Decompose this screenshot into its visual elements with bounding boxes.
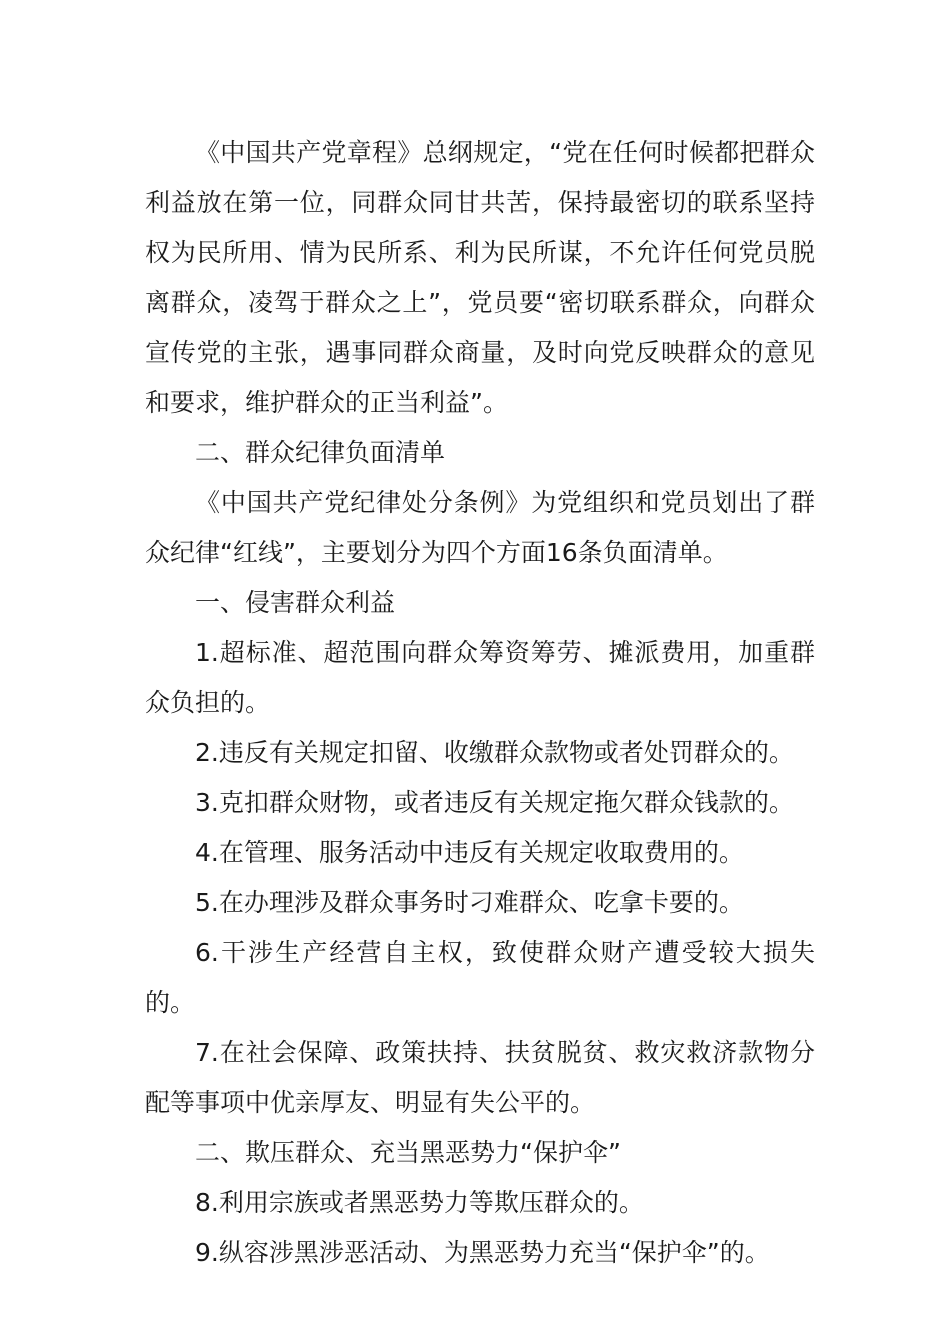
list-item-9: 9.纵容涉黑涉恶活动、为黑恶势力充当“保护伞”的。 xyxy=(195,1238,770,1267)
paragraph-party-constitution: 《中国共产党章程》总纲规定，“党在任何时候都把群众利益放在第一位，同群众同甘共苦，保持最密切的联系坚持权为民所用、情为民所系、利为民所谋，不允许任何党员脱离群众，凌驾于群众之上”，党员要“密切联系群众，向群众宣传党的主张，遇事同群众商量，及时向党反映群众的意见和要求，维护群众的正当利益”。 xyxy=(145,138,815,417)
list-item-5: 5.在办理涉及群众事务时刁难群众、吃拿卡要的。 xyxy=(195,888,744,917)
paragraph-disciplinary-regulations: 《中国共产党纪律处分条例》为党组织和党员划出了群众纪律“红线”，主要划分为四个方面16条负面清单。 xyxy=(145,488,815,567)
list-item-6: 6.干涉生产经营自主权，致使群众财产遭受较大损失的。 xyxy=(145,938,815,1017)
heading-infringing-interests: 一、侵害群众利益 xyxy=(195,588,396,617)
heading-oppressing-masses: 二、欺压群众、充当黑恶势力“保护伞” xyxy=(195,1138,621,1167)
list-item-3: 3.克扣群众财物，或者违反有关规定拖欠群众钱款的。 xyxy=(195,788,794,817)
list-item-8: 8.利用宗族或者黑恶势力等欺压群众的。 xyxy=(195,1188,644,1217)
list-item-1: 1.超标准、超范围向群众筹资筹劳、摊派费用，加重群众负担的。 xyxy=(145,638,815,717)
heading-negative-list: 二、群众纪律负面清单 xyxy=(195,438,446,467)
list-item-4: 4.在管理、服务活动中违反有关规定收取费用的。 xyxy=(195,838,744,867)
document-body xyxy=(145,128,815,1278)
list-item-2: 2.违反有关规定扣留、收缴群众款物或者处罚群众的。 xyxy=(195,738,794,767)
list-item-7: 7.在社会保障、政策扶持、扶贫脱贫、救灾救济款物分配等事项中优亲厚友、明显有失公平的。 xyxy=(145,1038,815,1117)
